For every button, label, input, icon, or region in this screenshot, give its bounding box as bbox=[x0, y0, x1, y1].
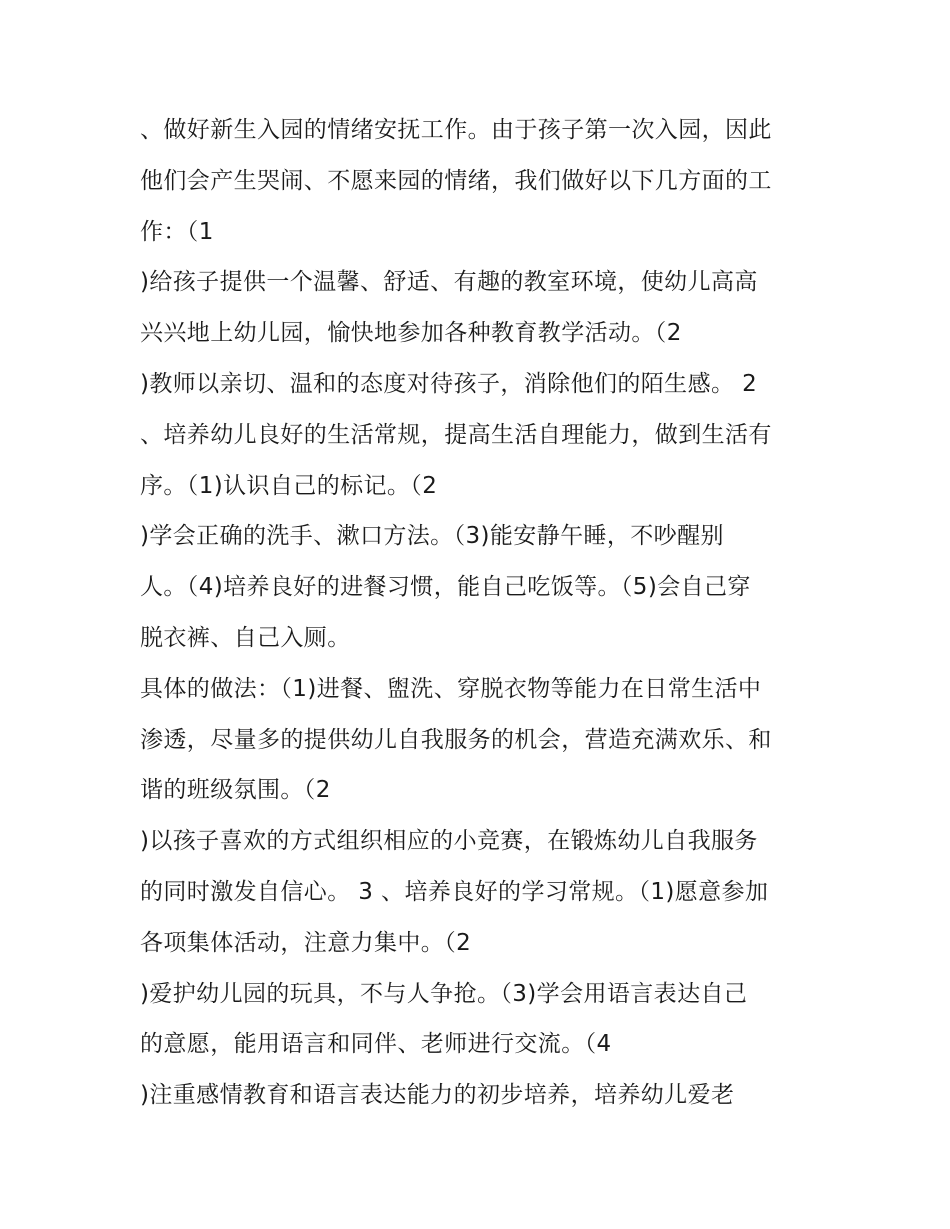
text-line: 的意愿，能用语言和同伴、老师进行交流。（4 bbox=[140, 1031, 612, 1058]
text-line: 、培养幼儿良好的生活常规，提高生活自理能力，做到生活有 bbox=[140, 421, 772, 448]
text-line: 谐的班级氛围。（2 bbox=[140, 777, 331, 804]
text-line: 的同时激发自信心。 3 、培养良好的学习常规。（1)愿意参加 bbox=[140, 878, 769, 905]
text-line: )给孩子提供一个温馨、舒适、有趣的教室环境，使幼儿高高 bbox=[140, 269, 758, 296]
text-line: )教师以亲切、温和的态度对待孩子，消除他们的陌生感。 2 bbox=[140, 370, 758, 397]
text-line: )学会正确的洗手、漱口方法。（3)能安静午睡，不吵醒别 bbox=[140, 523, 724, 550]
text-line: )以孩子喜欢的方式组织相应的小竞赛，在锻炼幼儿自我服务 bbox=[140, 828, 758, 855]
body-text bbox=[140, 105, 830, 1121]
text-line: 具体的做法：（1)进餐、盥洗、穿脱衣物等能力在日常生活中 bbox=[140, 675, 762, 702]
text-line: 、做好新生入园的情绪安抚工作。由于孩子第一次入园，因此 bbox=[140, 117, 772, 143]
text-line: )注重感情教育和语言表达能力的初步培养，培养幼儿爱老 bbox=[140, 1082, 735, 1109]
text-line: 兴兴地上幼儿园，愉快地参加各种教育教学活动。（2 bbox=[140, 320, 682, 347]
text-line: 渗透，尽量多的提供幼儿自我服务的机会，营造充满欢乐、和 bbox=[140, 726, 772, 753]
text-line: )爱护幼儿园的玩具，不与人争抢。（3)学会用语言表达自己 bbox=[140, 980, 748, 1007]
text-line: 各项集体活动，注意力集中。（2 bbox=[140, 929, 472, 956]
text-line: 他们会产生哭闹、不愿来园的情绪，我们做好以下几方面的工 bbox=[140, 167, 772, 194]
text-line: 脱衣裤、自己入厕。 bbox=[140, 624, 351, 651]
text-line: 作：（1 bbox=[140, 218, 214, 245]
text-line: 人。（4)培养良好的进餐习惯，能自己吃饭等。（5)会自己穿 bbox=[140, 574, 751, 601]
text-line: 序。（1)认识自己的标记。（2 bbox=[140, 472, 438, 499]
